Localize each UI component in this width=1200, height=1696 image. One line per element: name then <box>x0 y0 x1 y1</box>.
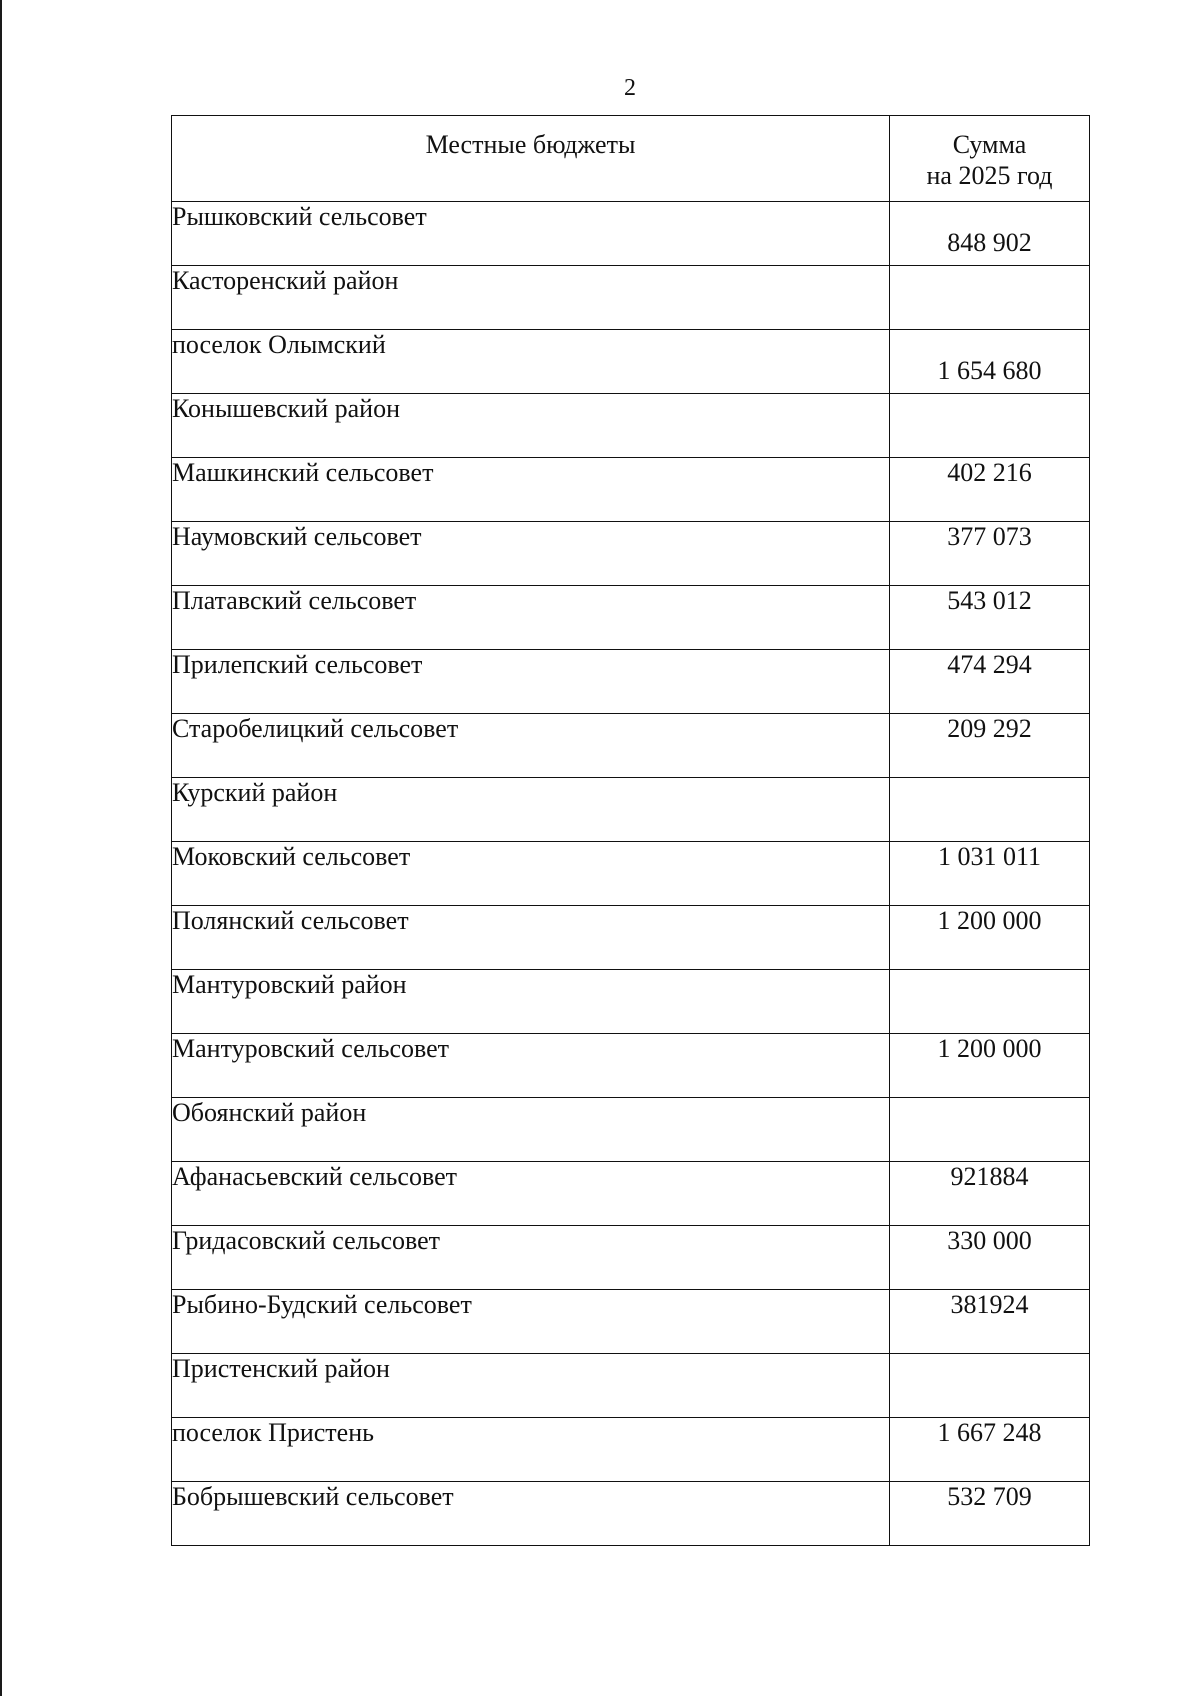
table-row <box>172 842 1090 906</box>
row-name: Мантуровский район <box>172 970 890 1034</box>
table-row <box>172 266 1090 330</box>
row-sum: 543 012 <box>890 586 1090 650</box>
table-row <box>172 586 1090 650</box>
row-sum: 532 709 <box>890 1482 1090 1546</box>
row-sum: 1 667 248 <box>890 1418 1090 1482</box>
row-sum <box>890 266 1090 330</box>
row-name: Пристенский район <box>172 1354 890 1418</box>
row-name: Обоянский район <box>172 1098 890 1162</box>
row-sum: 330 000 <box>890 1226 1090 1290</box>
row-sum: 848 902 <box>890 202 1090 266</box>
table-row <box>172 1226 1090 1290</box>
table-row <box>172 394 1090 458</box>
row-name: поселок Олымский <box>172 330 890 394</box>
table-row <box>172 458 1090 522</box>
row-name: Гридасовский сельсовет <box>172 1226 890 1290</box>
header-sum <box>890 116 1089 191</box>
row-name: Наумовский сельсовет <box>172 522 890 586</box>
row-name: Рыбино-Будский сельсовет <box>172 1290 890 1354</box>
row-sum <box>890 778 1090 842</box>
table-row <box>172 1098 1090 1162</box>
row-sum <box>890 970 1090 1034</box>
table-row <box>172 1034 1090 1098</box>
row-sum <box>890 1354 1090 1418</box>
scan-edge-line <box>0 0 2 1696</box>
table-row <box>172 522 1090 586</box>
row-name: Бобрышевский сельсовет <box>172 1482 890 1546</box>
table-row <box>172 1162 1090 1226</box>
table-header-row <box>172 116 1090 202</box>
row-name: Курский район <box>172 778 890 842</box>
row-sum: 381924 <box>890 1290 1090 1354</box>
table-row <box>172 650 1090 714</box>
row-name: Мантуровский сельсовет <box>172 1034 890 1098</box>
row-sum: 1 031 011 <box>890 842 1090 906</box>
row-name: Афанасьевский сельсовет <box>172 1162 890 1226</box>
row-name: Полянский сельсовет <box>172 906 890 970</box>
row-name: Конышевский район <box>172 394 890 458</box>
row-name: Моковский сельсовет <box>172 842 890 906</box>
table-row <box>172 1418 1090 1482</box>
budget-table <box>171 115 1090 1546</box>
row-sum: 209 292 <box>890 714 1090 778</box>
table-row <box>172 330 1090 394</box>
row-name: Прилепский сельсовет <box>172 650 890 714</box>
row-sum: 1 200 000 <box>890 906 1090 970</box>
row-name: Касторенский район <box>172 266 890 330</box>
header-cell-sum <box>890 116 1090 202</box>
row-sum: 474 294 <box>890 650 1090 714</box>
row-name: поселок Пристень <box>172 1418 890 1482</box>
table-row <box>172 778 1090 842</box>
header-local-budgets: Местные бюджеты <box>425 130 636 159</box>
row-sum: 1 654 680 <box>890 330 1090 394</box>
row-name: Рышковский сельсовет <box>172 202 890 266</box>
header-sum-line1: Сумма <box>952 130 1027 159</box>
row-name: Платавский сельсовет <box>172 586 890 650</box>
table-row <box>172 1290 1090 1354</box>
row-name: Старобелицкий сельсовет <box>172 714 890 778</box>
header-cell-name <box>172 116 890 202</box>
row-sum: 1 200 000 <box>890 1034 1090 1098</box>
table-row <box>172 1482 1090 1546</box>
table-row <box>172 202 1090 266</box>
row-sum <box>890 1098 1090 1162</box>
page-number: 2 <box>624 75 636 101</box>
table-row <box>172 714 1090 778</box>
row-name: Машкинский сельсовет <box>172 458 890 522</box>
header-sum-line2: на 2025 год <box>926 161 1053 190</box>
row-sum: 377 073 <box>890 522 1090 586</box>
table-row <box>172 906 1090 970</box>
row-sum: 402 216 <box>890 458 1090 522</box>
row-sum: 921884 <box>890 1162 1090 1226</box>
table-row <box>172 970 1090 1034</box>
row-sum <box>890 394 1090 458</box>
table-row <box>172 1354 1090 1418</box>
